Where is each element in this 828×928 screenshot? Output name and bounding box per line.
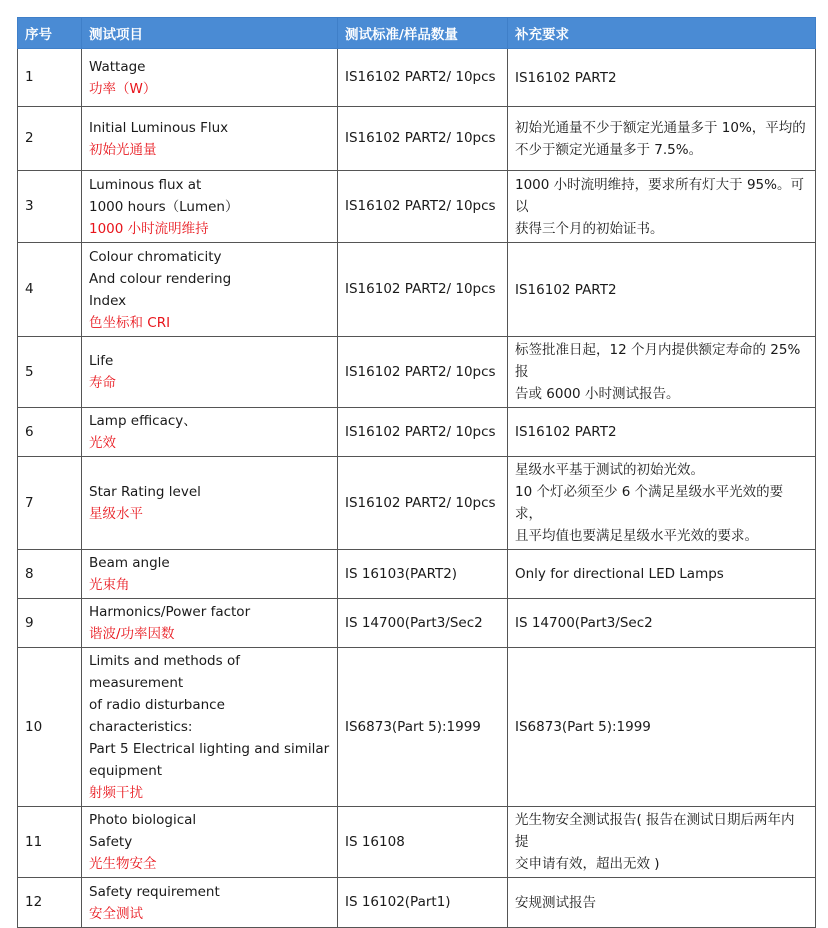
row-number: 12 <box>18 878 82 928</box>
test-item-english: And colour rendering <box>89 270 232 287</box>
header-serial-no: 序号 <box>18 18 82 49</box>
requirement-line: 且平均值也要满足星级水平光效的要求。 <box>515 528 758 544</box>
test-item-english: Colour chromaticity <box>89 248 222 265</box>
row-number: 1 <box>18 49 82 107</box>
requirement-cell <box>508 599 816 648</box>
test-item-cell <box>82 550 338 599</box>
row-number: 6 <box>18 408 82 457</box>
requirement-line: 交申请有效，超出无效 ) <box>515 856 660 872</box>
standard-cell: IS16102 PART2/ 10pcs <box>338 337 508 408</box>
test-item-chinese: 寿命 <box>89 375 116 391</box>
test-item-english: Star Rating level <box>89 484 201 500</box>
test-item-chinese: 射频干扰 <box>89 785 143 801</box>
requirement-line: 光生物安全测试报告( 报告在测试日期后两年内提 <box>515 812 795 850</box>
row-number: 11 <box>18 807 82 878</box>
requirement-line: IS16102 PART2 <box>515 281 617 298</box>
test-item-english: Index <box>89 292 127 309</box>
test-item-chinese: 光束角 <box>89 577 130 593</box>
row-number: 10 <box>18 648 82 807</box>
standard-cell: IS16102 PART2/ 10pcs <box>338 457 508 550</box>
standard-cell: IS 16108 <box>338 807 508 878</box>
test-item-cell <box>82 107 338 171</box>
test-item-cell <box>82 457 338 550</box>
test-item-english: Lamp efficacy、 <box>89 413 197 429</box>
test-item-english: of radio disturbance characteristics: <box>89 697 225 735</box>
test-item-chinese: 色坐标和 CRI <box>89 314 171 331</box>
row-number: 4 <box>18 243 82 337</box>
test-item-chinese: 谐波/功率因数 <box>89 626 175 642</box>
requirement-line: 不少于额定光通量多于 7.5%。 <box>515 141 703 158</box>
table-row <box>18 337 816 408</box>
requirement-line: 告或 6000 小时测试报告。 <box>515 386 680 402</box>
requirement-line: 获得三个月的初始证书。 <box>515 220 664 237</box>
test-item-chinese: 安全测试 <box>89 905 143 922</box>
test-item-cell <box>82 878 338 928</box>
requirement-line: 星级水平基于测试的初始光效。 <box>515 462 704 478</box>
row-number: 3 <box>18 171 82 243</box>
requirement-cell <box>508 171 816 243</box>
table-row <box>18 49 816 107</box>
table-row <box>18 457 816 550</box>
row-number: 2 <box>18 107 82 171</box>
requirement-cell <box>508 550 816 599</box>
table-row <box>18 878 816 928</box>
test-item-english: Harmonics/Power factor <box>89 604 251 620</box>
standard-cell: IS 16103(PART2) <box>338 550 508 599</box>
test-item-english: Photo biological <box>89 812 197 828</box>
requirement-cell <box>508 408 816 457</box>
standard-cell: IS 14700(Part3/Sec2 <box>338 599 508 648</box>
test-item-english: 1000 hours（Lumen） <box>89 198 239 215</box>
test-item-english: Safety requirement <box>89 883 220 900</box>
standard-cell: IS16102 PART2/ 10pcs <box>338 171 508 243</box>
requirement-line: 标签批准日起，12 个月内提供额定寿命的 25%报 <box>515 342 801 380</box>
requirement-cell <box>508 457 816 550</box>
requirement-cell <box>508 243 816 337</box>
test-item-chinese: 1000 小时流明维持 <box>89 220 209 237</box>
requirement-cell <box>508 648 816 807</box>
test-item-chinese: 光生物安全 <box>89 856 157 872</box>
table-row <box>18 171 816 243</box>
header-standard-quantity: 测试标准/样品数量 <box>338 18 508 49</box>
table-row <box>18 648 816 807</box>
requirement-cell <box>508 337 816 408</box>
test-item-cell <box>82 807 338 878</box>
test-item-chinese: 功率（W） <box>89 80 157 97</box>
table-row <box>18 408 816 457</box>
standard-cell: IS6873(Part 5):1999 <box>338 648 508 807</box>
requirement-cell <box>508 878 816 928</box>
test-item-english: Wattage <box>89 58 146 75</box>
test-item-english: Part 5 Electrical lighting and similar <box>89 741 330 757</box>
table-row <box>18 599 816 648</box>
requirement-line: 10 个灯必须至少 6 个满足星级水平光效的要求， <box>515 484 784 522</box>
test-item-english: Safety <box>89 834 133 850</box>
table-row <box>18 107 816 171</box>
test-item-english: equipment <box>89 763 163 779</box>
test-item-cell <box>82 648 338 807</box>
test-item-chinese: 初始光通量 <box>89 141 157 158</box>
test-item-english: Beam angle <box>89 555 170 571</box>
table-row <box>18 807 816 878</box>
test-item-english: Limits and methods of measurement <box>89 653 240 691</box>
test-item-cell <box>82 171 338 243</box>
requirement-line: IS6873(Part 5):1999 <box>515 719 651 735</box>
requirement-cell <box>508 807 816 878</box>
test-item-english: Luminous flux at <box>89 176 202 193</box>
table-row <box>18 550 816 599</box>
header-test-item: 测试项目 <box>82 18 338 49</box>
test-item-chinese: 光效 <box>89 435 116 451</box>
test-item-cell <box>82 599 338 648</box>
requirement-cell <box>508 49 816 107</box>
test-items-table <box>17 17 816 928</box>
requirement-cell <box>508 107 816 171</box>
test-item-english: Life <box>89 353 114 369</box>
row-number: 5 <box>18 337 82 408</box>
test-item-chinese: 星级水平 <box>89 506 143 522</box>
row-number: 7 <box>18 457 82 550</box>
standard-cell: IS16102 PART2/ 10pcs <box>338 107 508 171</box>
test-item-english: Initial Luminous Flux <box>89 119 229 136</box>
standard-cell: IS16102 PART2/ 10pcs <box>338 49 508 107</box>
requirement-line: Only for directional LED Lamps <box>515 566 724 582</box>
requirement-line: IS16102 PART2 <box>515 69 617 86</box>
requirement-line: 1000 小时流明维持，要求所有灯大于 95%。可以 <box>515 176 804 215</box>
requirement-line: 安规测试报告 <box>515 894 596 911</box>
requirement-line: IS16102 PART2 <box>515 424 617 440</box>
requirement-line: IS 14700(Part3/Sec2 <box>515 615 653 631</box>
standard-cell: IS16102 PART2/ 10pcs <box>338 243 508 337</box>
standard-cell: IS 16102(Part1) <box>338 878 508 928</box>
test-item-cell <box>82 49 338 107</box>
test-item-cell <box>82 243 338 337</box>
test-item-cell <box>82 337 338 408</box>
test-item-cell <box>82 408 338 457</box>
requirement-line: 初始光通量不少于额定光通量多于 10%，平均的 <box>515 119 806 136</box>
table-header-row <box>18 18 816 49</box>
table-row <box>18 243 816 337</box>
row-number: 8 <box>18 550 82 599</box>
header-requirement: 补充要求 <box>508 18 816 49</box>
standard-cell: IS16102 PART2/ 10pcs <box>338 408 508 457</box>
row-number: 9 <box>18 599 82 648</box>
